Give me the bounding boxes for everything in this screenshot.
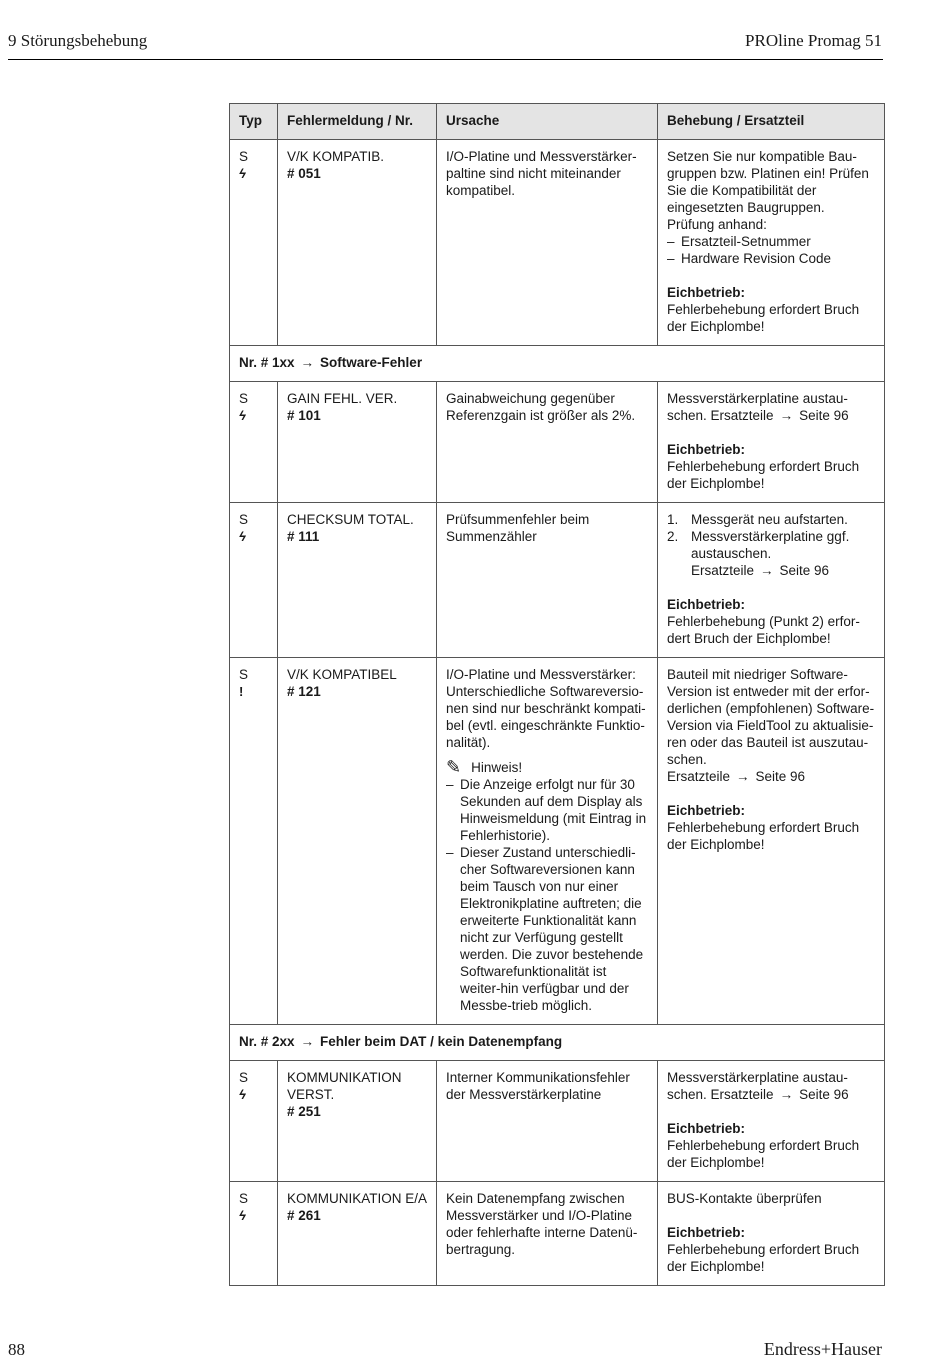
error-table <box>229 103 885 1286</box>
section-row <box>230 1025 885 1061</box>
error-number: # 251 <box>287 1104 321 1119</box>
remedy-cell <box>658 1061 885 1182</box>
pencil-icon: ✎ <box>446 757 462 777</box>
remedy-cell <box>658 1182 885 1286</box>
remedy-text-with-ref <box>667 390 875 424</box>
eich-text: Fehlerbehebung erfordert Bruch der Eichplombe! <box>667 302 860 334</box>
section-prefix: Nr. # 2xx <box>239 1034 295 1049</box>
page-reference: Seite 96 <box>799 408 849 423</box>
type-code: S <box>239 512 249 527</box>
section-title: Fehler beim DAT / kein Datenempfang <box>320 1034 563 1049</box>
type-cell <box>230 140 278 346</box>
eich-label: Eichbetrieb: <box>667 442 746 457</box>
type-cell <box>230 1182 278 1286</box>
list-item: – Hardware Revision Code <box>667 250 875 267</box>
cause-cell: I/O-Platine und Messverstärker-paltine sind nicht miteinander kompatibel. <box>437 140 658 346</box>
error-message: GAIN FEHL. VER. <box>287 391 398 406</box>
remedy-text: Messverstärkerplatine austau-schen. Ersatzteile <box>667 1070 848 1102</box>
section-prefix: Nr. # 1xx <box>239 355 295 370</box>
arrow-right-icon: → <box>300 355 315 370</box>
remedy-text: Messverstärkerplatine austau-schen. Ersatzteile <box>667 391 848 423</box>
page-header-product: PROline Promag 51 <box>745 31 882 50</box>
message-cell <box>278 140 437 346</box>
page-reference: Seite 96 <box>755 769 806 784</box>
type-cell <box>230 1061 278 1182</box>
error-number: # 121 <box>287 684 321 699</box>
eich-text: Fehlerbehebung erfordert Bruch der Eichplombe! <box>667 1242 860 1274</box>
cause-cell: Gainabweichung gegenüber Referenzgain ist größer als 2%. <box>437 382 658 503</box>
section-heading <box>230 346 885 382</box>
list-item: – Ersatzteil-Setnummer <box>667 233 875 250</box>
eich-text: Fehlerbehebung erfordert Bruch der Eichplombe! <box>667 459 860 491</box>
remedy-list <box>667 233 875 267</box>
eich-label: Eichbetrieb: <box>667 597 746 612</box>
cause-cell: Prüfsummenfehler beim Summenzähler <box>437 503 658 658</box>
section-row <box>230 346 885 382</box>
lightning-icon: ϟ <box>239 529 246 544</box>
type-code: S <box>239 1070 249 1085</box>
eich-label: Eichbetrieb: <box>667 285 746 300</box>
remedy-cell <box>658 658 885 1025</box>
eich-label: Eichbetrieb: <box>667 803 746 818</box>
arrow-right-icon: → <box>736 769 750 784</box>
header-divider <box>8 59 883 60</box>
cause-text: I/O-Platine und Messverstärker: Unterschiedliche Softwareversio-nen sind nur beschränkt kompati-bel (evtl. eingeschränkte Funktio-nalität). <box>446 667 646 750</box>
remedy-ref <box>667 768 875 785</box>
cause-cell: Kein Datenempfang zwischen Messverstärker und I/O-Platine oder fehlerhafte interne Datenü-bertragung. <box>437 1182 658 1286</box>
eich-label: Eichbetrieb: <box>667 1121 746 1136</box>
table-header-row <box>230 104 885 140</box>
list-item: 2. Messverstärkerplatine ggf. austauschen. Ersatzteile → Seite 96 <box>667 529 850 578</box>
lightning-icon: ϟ <box>239 166 246 181</box>
error-message: V/K KOMPATIB. <box>287 149 385 164</box>
message-cell <box>278 1182 437 1286</box>
column-header-message: Fehlermeldung / Nr. <box>278 104 437 140</box>
page-reference: Seite 96 <box>799 1087 849 1102</box>
list-item: – Die Anzeige erfolgt nur für 30 Sekunden auf dem Display als Hinweismeldung (mit Eintrag in Fehlerhistorie). <box>446 776 648 844</box>
remedy-text-with-ref <box>667 1069 875 1103</box>
table-row <box>230 382 885 503</box>
list-item: 1. Messgerät neu aufstarten. <box>667 512 848 527</box>
error-message: V/K KOMPATIBEL <box>287 667 397 682</box>
table-row <box>230 503 885 658</box>
lightning-icon: ϟ <box>239 408 246 423</box>
type-code: S <box>239 391 249 406</box>
arrow-right-icon: → <box>779 1087 794 1102</box>
remedy-text: Setzen Sie nur kompatible Bau-gruppen bzw. Platinen ein! Prüfen Sie die Kompatibilität der eingesetzten Baugruppen. Prüfung anhand: <box>667 149 869 232</box>
eich-label: Eichbetrieb: <box>667 1225 746 1240</box>
type-cell <box>230 503 278 658</box>
type-cell <box>230 658 278 1025</box>
exclamation-icon: ! <box>239 684 244 699</box>
error-number: # 111 <box>287 529 320 544</box>
remedy-text: Bauteil mit niedriger Software-Version ist entweder mit der erfor-derlichen (empfohlenen) Software-Version via FieldTool zu aktualisie-ren oder das Bauteil ist auszutau-schen. <box>667 667 875 767</box>
table-row <box>230 658 885 1025</box>
arrow-right-icon: → <box>779 408 794 423</box>
column-header-remedy: Behebung / Ersatzteil <box>658 104 885 140</box>
type-code: S <box>239 1191 249 1206</box>
cause-cell <box>437 658 658 1025</box>
section-title: Software-Fehler <box>320 355 423 370</box>
message-cell <box>278 658 437 1025</box>
list-item: – Dieser Zustand unterschiedli-cher Softwareversionen kann beim Tausch von nur einer Elektronikplatine auftreten; die erweiterte Funktionalität kann nicht zur Verfügung gestellt werden. Die zuvor bestehende Softwarefunktionalität ist weiter-hin verfügbar und der Messbe-trieb möglich. <box>446 844 648 1014</box>
remedy-cell <box>658 140 885 346</box>
page-number: 88 <box>8 1340 25 1359</box>
section-heading <box>230 1025 885 1061</box>
remedy-cell <box>658 503 885 658</box>
column-header-typ: Typ <box>230 104 278 140</box>
hint-list <box>446 776 648 1014</box>
error-number: # 051 <box>287 166 321 181</box>
arrow-right-icon: → <box>760 563 774 578</box>
table-row <box>230 140 885 346</box>
table-row <box>230 1182 885 1286</box>
page-header-chapter: 9 Störungsbehebung <box>8 31 148 50</box>
remedy-cell <box>658 382 885 503</box>
lightning-icon: ϟ <box>239 1087 246 1102</box>
lightning-icon: ϟ <box>239 1208 246 1223</box>
table-row <box>230 1061 885 1182</box>
type-code: S <box>239 667 249 682</box>
remedy-text: BUS-Kontakte überprüfen <box>667 1191 822 1206</box>
error-message: KOMMUNIKATION E/A <box>287 1191 428 1206</box>
eich-text: Fehlerbehebung erfordert Bruch der Eichplombe! <box>667 1138 860 1170</box>
remedy-ref-label: Ersatzteile <box>667 769 731 784</box>
remedy-ref-label: Ersatzteile <box>691 563 755 578</box>
error-number: # 261 <box>287 1208 321 1223</box>
column-header-cause: Ursache <box>437 104 658 140</box>
type-code: S <box>239 149 249 164</box>
arrow-right-icon: → <box>300 1034 315 1049</box>
message-cell <box>278 1061 437 1182</box>
eich-text: Fehlerbehebung (Punkt 2) erfor-dert Bruch der Eichplombe! <box>667 614 860 646</box>
brand-logo: Endress+Hauser <box>763 1339 882 1359</box>
hint-note <box>446 759 648 776</box>
cause-cell: Interner Kommunikationsfehler der Messverstärkerplatine <box>437 1061 658 1182</box>
error-message: CHECKSUM TOTAL. <box>287 512 414 527</box>
error-message: KOMMUNIKATION VERST. <box>287 1070 402 1102</box>
eich-text: Fehlerbehebung erfordert Bruch der Eichplombe! <box>667 820 860 852</box>
message-cell <box>278 382 437 503</box>
error-number: # 101 <box>287 408 321 423</box>
page-reference: Seite 96 <box>779 563 830 578</box>
message-cell <box>278 503 437 658</box>
remedy-steps <box>667 511 875 579</box>
type-cell <box>230 382 278 503</box>
hint-label: Hinweis! <box>471 760 523 775</box>
